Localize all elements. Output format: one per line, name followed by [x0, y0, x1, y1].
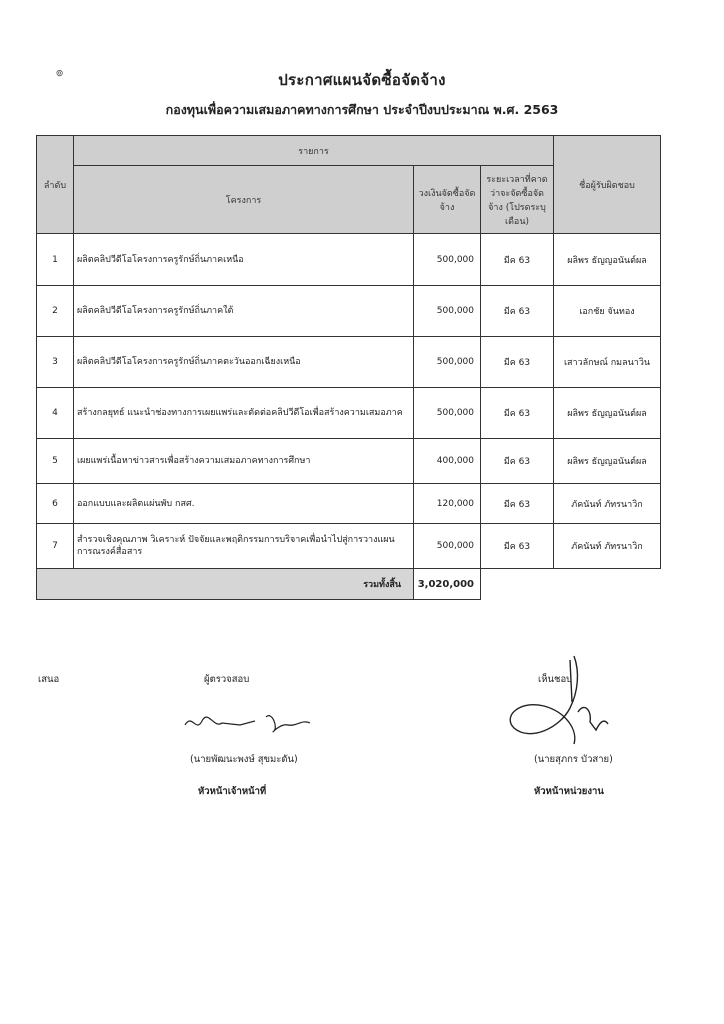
- row-budget: 400,000: [414, 439, 481, 484]
- row-number: 6: [37, 484, 74, 524]
- row-responsible: ภัคนันท์ ภัทรนาวิก: [554, 484, 661, 524]
- row-project: เผยแพร่เนื้อหาข่าวสารเพื่อสร้างความเสมอภาคทางการศึกษา: [74, 439, 414, 484]
- approver-signature: [500, 652, 612, 756]
- table-row: [37, 439, 661, 484]
- table-row: [37, 286, 661, 337]
- row-number: 5: [37, 439, 74, 484]
- row-period: มีค 63: [481, 484, 554, 524]
- reviewer-signature: [180, 703, 320, 739]
- approver-title: หัวหน้าหน่วยงาน: [534, 786, 604, 797]
- row-period: มีค 63: [481, 439, 554, 484]
- header-items-group: รายการ: [74, 136, 554, 166]
- row-number: 3: [37, 337, 74, 388]
- row-period: มีค 63: [481, 286, 554, 337]
- row-project: สำรวจเชิงคุณภาพ วิเคราะห์ ปัจจัยและพฤติกรรมการบริจาคเพื่อนำไปสู่การวางแผนการณรงค์สื่อสาร: [74, 524, 414, 569]
- table-row: [37, 484, 661, 524]
- row-budget: 500,000: [414, 524, 481, 569]
- total-label: รวมทั้งสิ้น: [37, 569, 414, 600]
- row-number: 4: [37, 388, 74, 439]
- table-row: [37, 234, 661, 286]
- header-project: โครงการ: [74, 166, 414, 234]
- row-number: 2: [37, 286, 74, 337]
- row-responsible: ผลิพร ธัญญอนันต์ผล: [554, 234, 661, 286]
- total-value: 3,020,000: [414, 569, 481, 600]
- row-budget: 500,000: [414, 337, 481, 388]
- row-project: สร้างกลยุทธ์ แนะนำช่องทางการเผยแพร่และตัดต่อคลิปวีดีโอเพื่อสร้างความเสมอภาค: [74, 388, 414, 439]
- header-period: ระยะเวลาที่คาดว่าจะจัดซื้อจัดจ้าง (โปรดระบุเดือน): [481, 166, 554, 234]
- table-row: [37, 337, 661, 388]
- reviewer-name: (นายพัฒนะพงษ์ สุขมะดัน): [190, 754, 298, 765]
- row-responsible: ผลิพร ธัญญอนันต์ผล: [554, 439, 661, 484]
- row-project: ผลิตคลิปวีดีโอโครงการครูรักษ์ถิ่นภาคเหนือ: [74, 234, 414, 286]
- procurement-table: [36, 135, 661, 600]
- approver-label: เห็นชอบ: [538, 674, 573, 685]
- header-order: ลำดับ: [37, 136, 74, 234]
- row-responsible: ภัคนันท์ ภัทรนาวิก: [554, 524, 661, 569]
- row-period: มีค 63: [481, 388, 554, 439]
- row-project: ผลิตคลิปวีดีโอโครงการครูรักษ์ถิ่นภาคตะวันออกเฉียงเหนือ: [74, 337, 414, 388]
- row-budget: 500,000: [414, 286, 481, 337]
- corner-mark: ๏: [56, 65, 64, 79]
- row-project: ออกแบบและผลิตแผ่นพับ กสศ.: [74, 484, 414, 524]
- page-subtitle: กองทุนเพื่อความเสมอภาคทางการศึกษา ประจำปีงบประมาณ พ.ศ. 2563: [165, 102, 559, 117]
- row-responsible: เอกชัย จันทอง: [554, 286, 661, 337]
- reviewer-title: หัวหน้าเจ้าหน้าที่: [198, 786, 267, 797]
- propose-label: เสนอ: [38, 674, 60, 685]
- row-responsible: ผลิพร ธัญญอนันต์ผล: [554, 388, 661, 439]
- table-row: [37, 388, 661, 439]
- page-title: ประกาศแผนจัดซื้อจัดจ้าง: [278, 71, 446, 89]
- row-period: มีค 63: [481, 337, 554, 388]
- row-responsible: เสาวลักษณ์ กมลนาวิน: [554, 337, 661, 388]
- row-number: 1: [37, 234, 74, 286]
- approver-name: (นายสุภกร บัวสาย): [534, 754, 613, 765]
- table-row: [37, 524, 661, 569]
- row-budget: 500,000: [414, 234, 481, 286]
- row-budget: 120,000: [414, 484, 481, 524]
- row-number: 7: [37, 524, 74, 569]
- reviewer-label: ผู้ตรวจสอบ: [204, 674, 250, 685]
- row-period: มีค 63: [481, 234, 554, 286]
- row-period: มีค 63: [481, 524, 554, 569]
- header-budget: วงเงินจัดซื้อจัดจ้าง: [414, 166, 481, 234]
- header-responsible: ชื่อผู้รับผิดชอบ: [554, 136, 661, 234]
- row-project: ผลิตคลิปวีดีโอโครงการครูรักษ์ถิ่นภาคใต้: [74, 286, 414, 337]
- row-budget: 500,000: [414, 388, 481, 439]
